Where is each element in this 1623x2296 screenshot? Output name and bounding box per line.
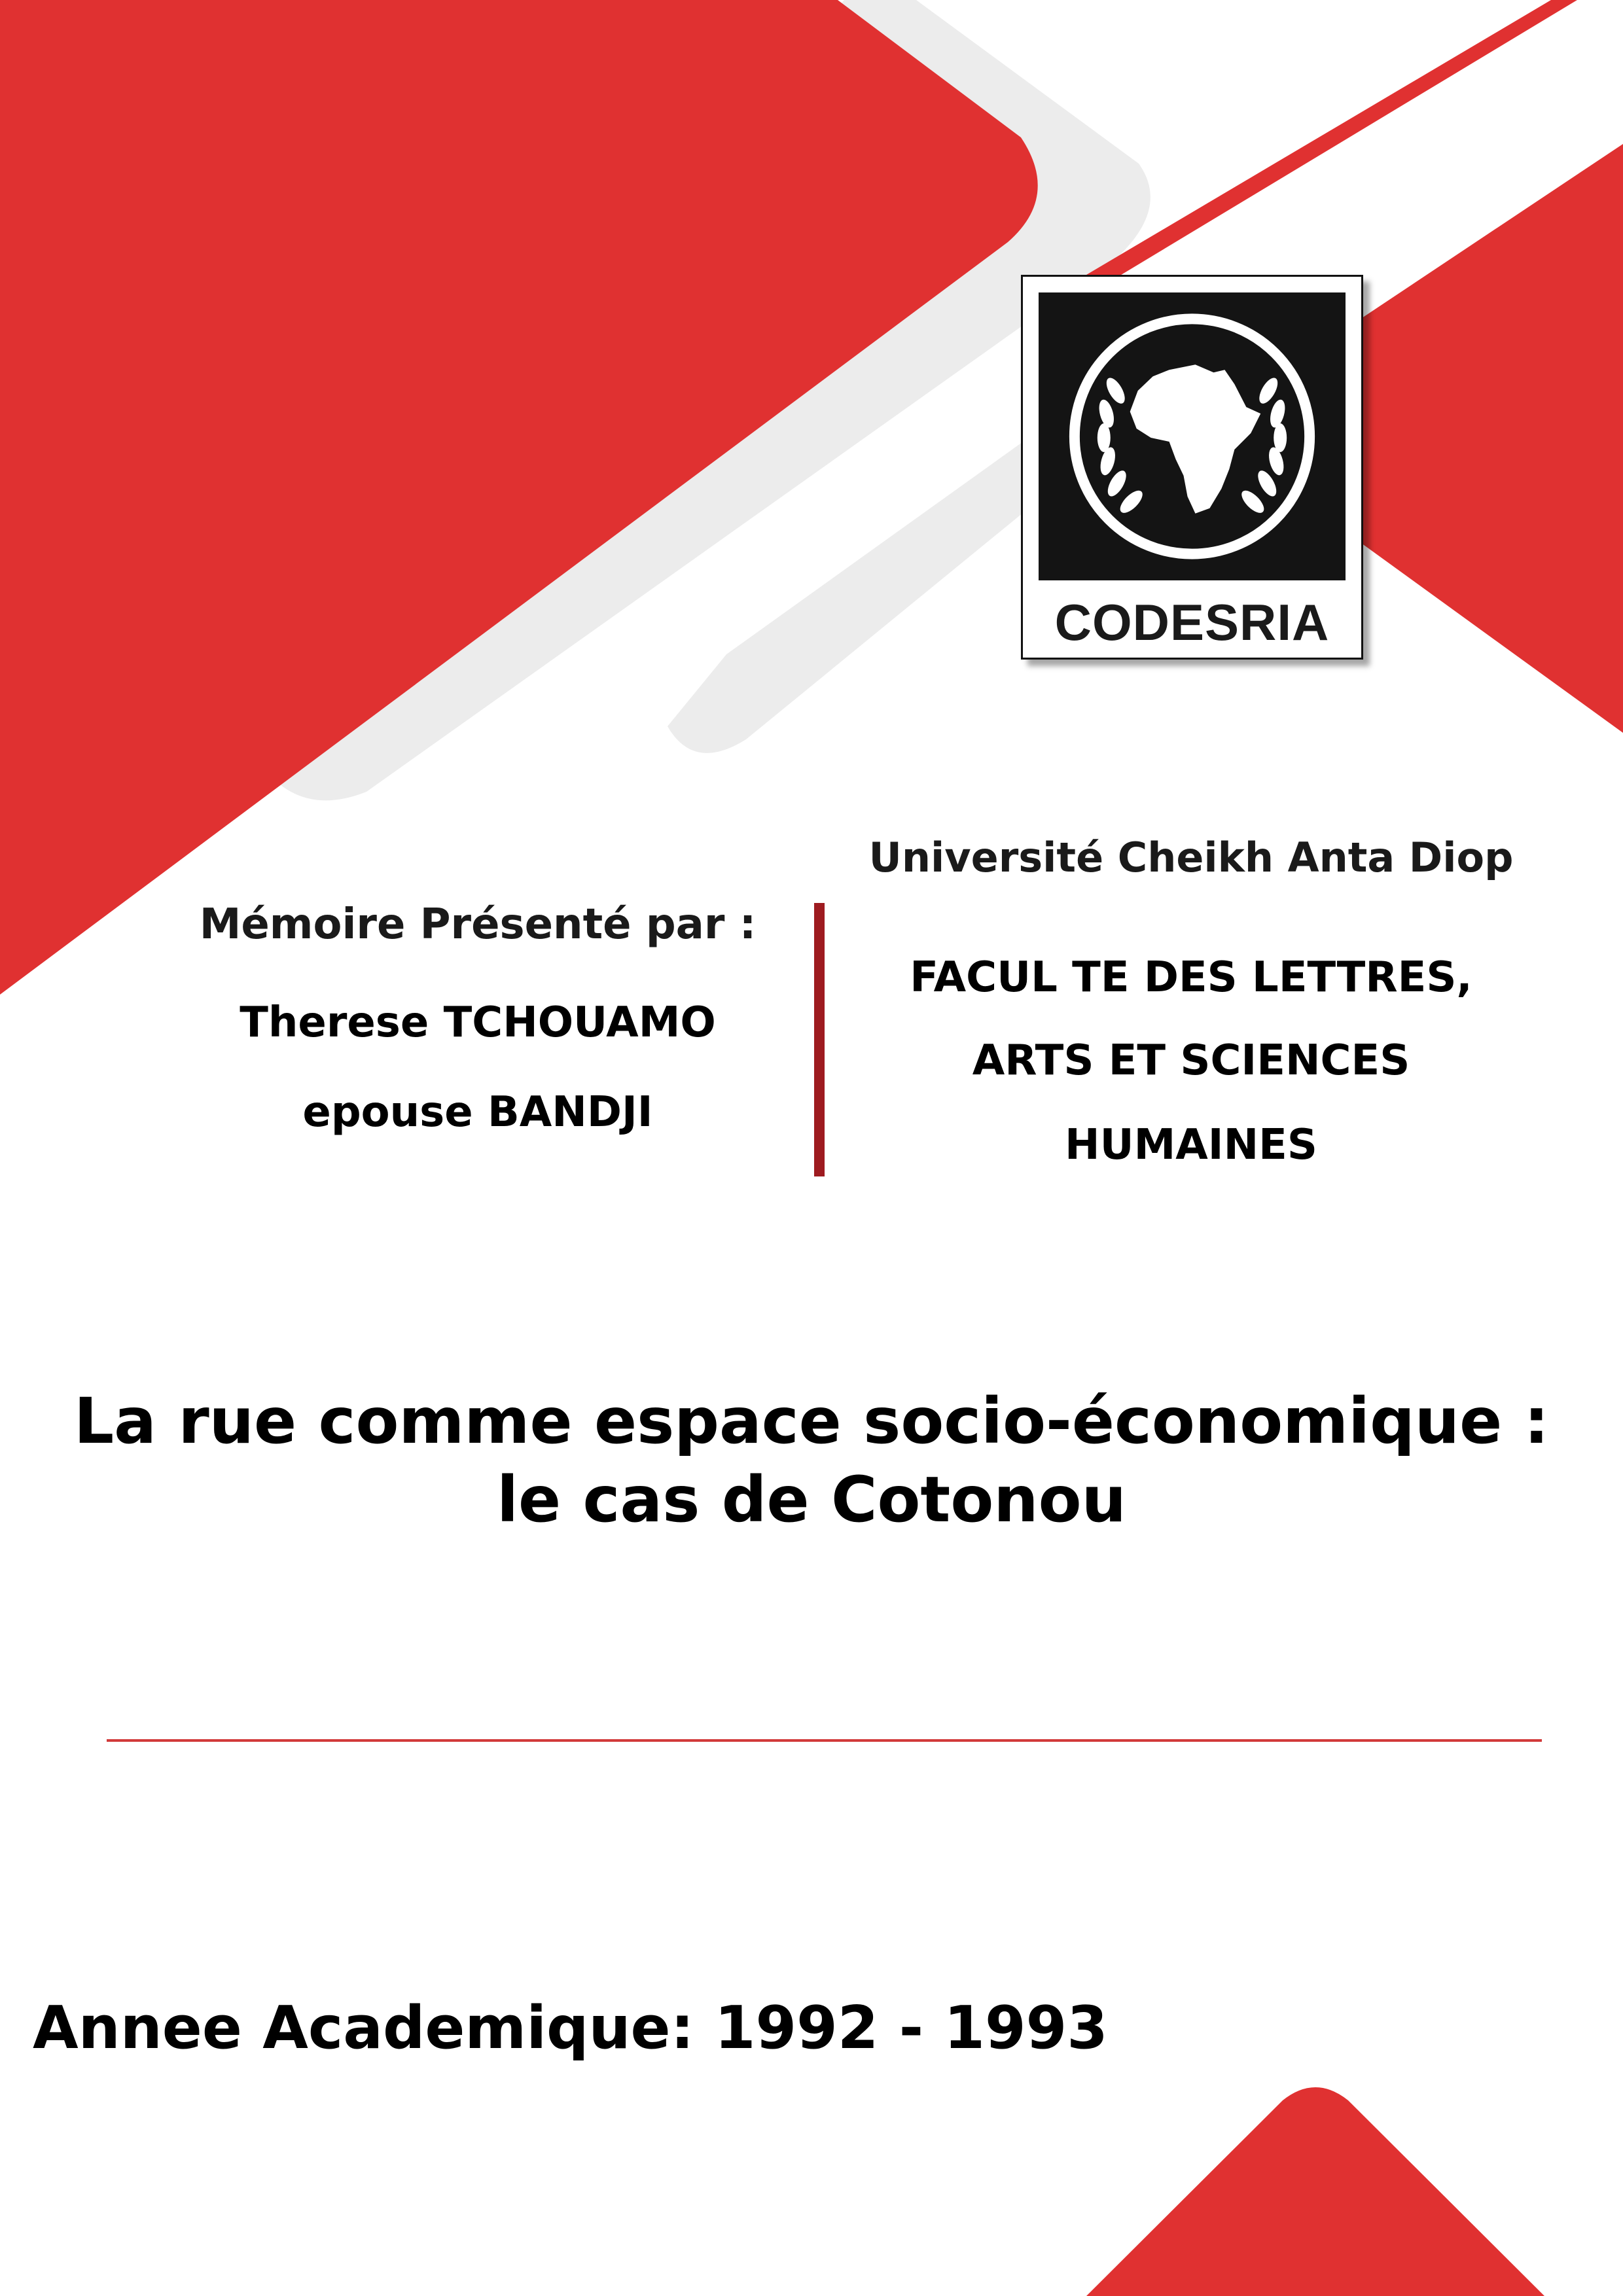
university-name: Université Cheikh Anta Diop bbox=[868, 834, 1514, 881]
faculty-name-line3: HUMAINES bbox=[1065, 1121, 1317, 1169]
africa-laurel-emblem-icon bbox=[1039, 292, 1346, 580]
presenter-name-line2: epouse BANDJI bbox=[302, 1088, 653, 1137]
presenter-name: Therese TCHOUAMO bbox=[240, 998, 716, 1047]
academic-year: Annee Academique: 1992 - 1993 bbox=[33, 1994, 1108, 2062]
thesis-title-line2: le cas de Cotonou bbox=[497, 1463, 1126, 1536]
thesis-title-line1: La rue comme espace socio-économique : bbox=[73, 1385, 1550, 1458]
red-bottom-right-shape bbox=[1086, 2087, 1544, 2296]
faculty-name-line2: ARTS ET SCIENCES bbox=[972, 1036, 1410, 1085]
logo-emblem bbox=[1039, 292, 1346, 580]
vertical-divider bbox=[814, 903, 825, 1176]
presenter-label: Mémoire Présenté par : bbox=[199, 900, 757, 949]
horizontal-rule bbox=[107, 1739, 1542, 1742]
faculty-name-line1: FACUL TE DES LETTRES, bbox=[910, 953, 1472, 1002]
codesria-logo bbox=[1021, 275, 1363, 660]
red-top-right-shape bbox=[1348, 144, 1623, 733]
logo-text: CODESRIA bbox=[1054, 593, 1330, 651]
